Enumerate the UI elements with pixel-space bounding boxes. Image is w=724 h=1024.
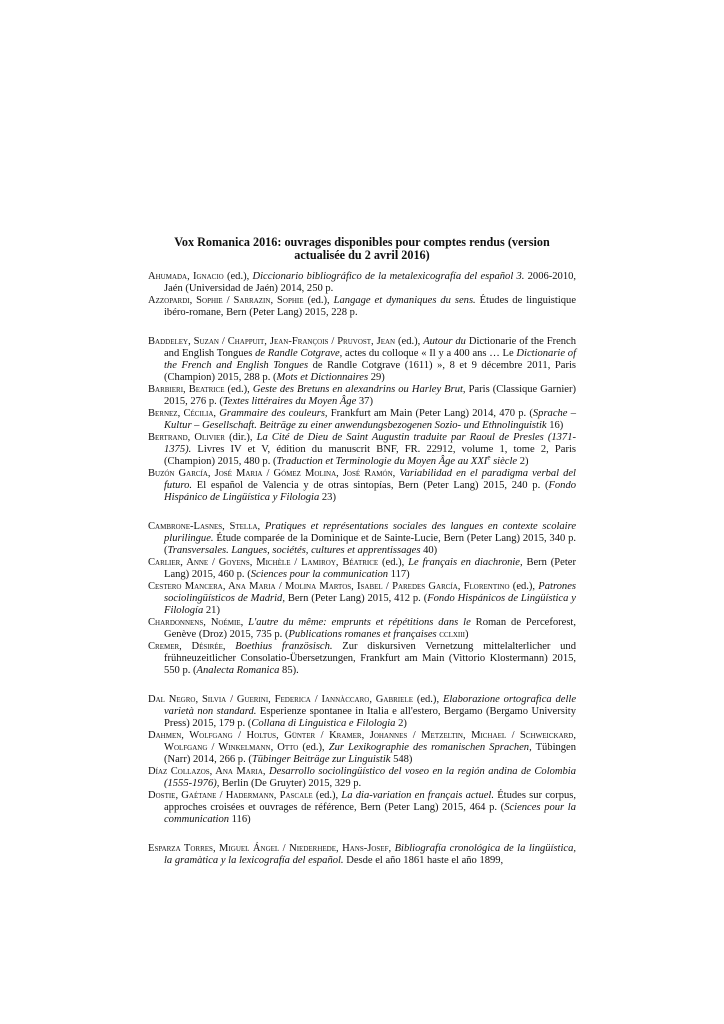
entry-text: ,	[213, 408, 220, 419]
entry-text: e	[487, 453, 491, 462]
entry-text: Berlin (De Gruyter) 2015, 329 p.	[219, 778, 362, 789]
page-title: Vox Romanica 2016: ouvrages disponibles pour comptes rendus (version actualisée du 2 avril 2016)	[174, 235, 550, 262]
bibliography-list	[148, 271, 576, 867]
entry-text: (dir.),	[224, 432, 257, 443]
entry-author: Baddeley, Suzan / Chappuit, Jean-François / Pruvost, Jean	[148, 336, 396, 347]
entry-text: ,	[392, 468, 400, 479]
entry-group	[148, 694, 576, 826]
entry-author: Esparza Torres, Miguel Ángel / Niederhede, Hans-Josef	[148, 843, 389, 854]
entry-text: 37)	[356, 396, 373, 407]
entry-text: de Randle Cotgrave,	[255, 348, 343, 359]
entry-text: 16)	[546, 420, 564, 431]
entry-text: Analecta Romanica	[196, 665, 280, 676]
bibliography-entry	[148, 790, 576, 826]
entry-text: Elaborazione ortografica delle varietà non standard.	[164, 694, 577, 717]
bibliography-entry	[148, 766, 576, 790]
entry-text: Bibliografía cronológica de la lingüística, la gramàtica y la lexicografía del español.	[164, 843, 577, 866]
bibliography-entry	[148, 730, 576, 766]
bibliography-entry	[148, 581, 576, 617]
entry-author: Cambrone-Lasnes, Stella	[148, 521, 258, 532]
entry-text: Esperienze spontanee in Italia e all'estero, Bergamo (Bergamo University Press) 2015, 179 p. (	[164, 706, 576, 729]
entry-group	[148, 336, 576, 504]
entry-author: cclxiii	[439, 629, 465, 640]
entry-group	[148, 843, 576, 867]
entry-text: 21)	[203, 605, 220, 616]
entry-author: Barbieri, Beatrice	[148, 384, 225, 395]
entry-text: Fondo Hispánico de Lingüística y Filologia	[164, 480, 576, 503]
entry-text: Livres IV et V, édition du manuscrit BNF, FR. 22912, volume 1, tome 2, Paris (Champion) 2015, 480 p. (	[164, 444, 576, 467]
entry-text: (ed.),	[224, 384, 253, 395]
entry-text: Geste des Bretuns en alexandrins ou Harley Brut,	[252, 384, 466, 395]
entry-text: Paris (Classique Garnier) 2015, 276 p. (	[164, 384, 576, 407]
entry-text: 40)	[420, 545, 438, 556]
entry-text: L'autre du même: emprunts et répétitions dans le	[248, 617, 471, 628]
entry-text: actes du colloque « Il y a 400 ans … Le	[342, 348, 517, 359]
bibliography-entry	[148, 641, 576, 677]
entry-text: 117)	[388, 569, 410, 580]
entry-text: 85).	[279, 665, 299, 676]
entry-text: ,	[262, 766, 269, 777]
entry-text: Mots et Dictionnaires	[276, 372, 369, 383]
bibliography-entry	[148, 384, 576, 408]
entry-text: Patrones sociolingüísticos de Madrid,	[164, 581, 576, 604]
bibliography-entry	[148, 468, 576, 504]
entry-text: ,	[257, 521, 265, 532]
entry-author: Carlier, Anne / Goyens, Michèle / Lamiroy, Béatrice	[148, 557, 379, 568]
entry-text: 2006-2010, Jaén (Universidad de Jaén) 2014, 250 p.	[164, 271, 576, 294]
entry-group	[148, 271, 576, 319]
bibliography-entry	[148, 557, 576, 581]
entry-text: 2)	[395, 718, 407, 729]
entry-author: Buzón García, José Maria / Gómez Molina, José Ramón	[148, 468, 393, 479]
entry-text: (ed.),	[312, 790, 342, 801]
bibliography-entry	[148, 843, 576, 867]
entry-text: Zur Lexikographie des romanischen Sprachen,	[328, 742, 532, 753]
entry-author: Díaz Collazos, Ana Maria	[148, 766, 263, 777]
bibliography-entry	[148, 336, 576, 384]
entry-text: Boethius französisch.	[235, 641, 333, 652]
entry-author: Bertrand, Olivier	[148, 432, 225, 443]
entry-author: Azzopardi, Sophie / Sarrazin, Sophie	[148, 295, 304, 306]
entry-text: (ed.),	[223, 271, 253, 282]
entry-author: Cremer, Désirée	[148, 641, 223, 652]
bibliography-entry	[148, 271, 576, 295]
entry-group	[148, 521, 576, 677]
entry-text: Transversales. Langues, sociétés, cultures et apprentissages	[167, 545, 421, 556]
bibliography-entry	[148, 295, 576, 319]
entry-text: Variabilidad en el paradigma verbal del futuro.	[164, 468, 576, 491]
entry-text: 548)	[390, 754, 413, 765]
entry-text: Traduction et Terminologie du Moyen Âge au XXI	[276, 456, 488, 467]
entry-text: Collana di Linguistica e Filologia	[251, 718, 396, 729]
entry-text: ,	[240, 617, 249, 628]
entry-author: Cestero Mancera, Ana Maria / Molina Martos, Isabel / Paredes García, Florentino	[148, 581, 510, 592]
entry-text: Desde el año 1861 haste el año 1899,	[343, 855, 504, 866]
entry-text: (ed.),	[298, 742, 329, 753]
entry-text: El español de Valencia y de otras sintopías, Bern (Peter Lang) 2015, 240 p. (	[192, 480, 549, 491]
entry-author: Ahumada, Ignacio	[148, 271, 224, 282]
entry-text: )	[464, 629, 469, 640]
entry-text: 29)	[368, 372, 385, 383]
entry-text: Tübingen (Narr) 2014, 266 p. (	[164, 742, 576, 765]
entry-text: Fondo Hispánicos de Lingüística y Filología	[164, 593, 576, 616]
entry-text: Autour du	[423, 336, 466, 347]
entry-text: Études de linguistique ibéro-romane, Bern (Peter Lang) 2015, 228 p.	[164, 295, 577, 318]
entry-text: Zur diskursiven Vernetzung mittelalterlicher und frühneuzeitlicher Consolatio-Übersetzungen, Frankfurt am Main (Vittorio Klostermann) 2015, 550 p. (	[164, 641, 576, 676]
entry-text: Sprache – Kultur – Gesellschaft. Beiträge zu einer anwendungsbezogenen Sozio- und Ethnolinguistik	[164, 408, 576, 431]
bibliography-entry	[148, 521, 576, 557]
entry-text: (ed.),	[395, 336, 424, 347]
entry-author: Dostie, Gaétane / Hadermann, Pascale	[148, 790, 313, 801]
bibliography-entry	[148, 694, 576, 730]
entry-text: (ed.),	[378, 557, 409, 568]
entry-author: Chardonnens, Noémie	[148, 617, 241, 628]
entry-text: Dictionarie of the French and English Tongues	[164, 348, 576, 371]
entry-text: Sciences pour la communication	[164, 802, 576, 825]
entry-text: Publications romanes et françaises	[288, 629, 437, 640]
entry-text: Bern (Peter Lang) 2015, 460 p. (	[164, 557, 576, 580]
entry-text: La dia-variation en français actuel.	[341, 790, 494, 801]
entry-text: Frankfurt am Main (Peter Lang) 2014, 470 p. (	[327, 408, 533, 419]
entry-text: 2)	[517, 456, 529, 467]
entry-text: (ed.),	[303, 295, 334, 306]
entry-text: Études sur corpus, approches croisées et ouvrages de référence, Bern (Peter Lang) 2015, 464 p. (	[164, 790, 576, 813]
entry-text: (ed.),	[509, 581, 539, 592]
entry-text: Le français en diachronie,	[408, 557, 523, 568]
entry-text: Langage et dymaniques du sens.	[333, 295, 476, 306]
entry-text: Pratiques et représentations sociales des langues en contexte scolaire plurilingue.	[164, 521, 576, 544]
bibliography-entry	[148, 617, 576, 641]
entry-text: Diccionario bibliográfico de la metalexicografía del español 3.	[252, 271, 525, 282]
entry-text: de Randle Cotgrave (1611) », 8 et 9 décembre 2011, Paris (Champion) 2015, 288 p. (	[164, 360, 576, 383]
entry-text: 116)	[229, 814, 251, 825]
entry-author: Dahmen, Wolfgang / Holtus, Günter / Kramer, Johannes / Metzeltin, Michael / Schweickard, Wolfgang / Winkelmann, Otto	[148, 730, 576, 753]
entry-text: Textes littéraires du Moyen Âge	[222, 396, 357, 407]
entry-text: 23)	[319, 492, 336, 503]
entry-text: Grammaire des couleurs,	[219, 408, 328, 419]
entry-text: Roman de Perceforest, Genève (Droz) 2015, 735 p. (	[164, 617, 576, 640]
entry-text: ,	[388, 843, 395, 854]
entry-text: ,	[222, 641, 236, 652]
entry-text: Bern (Peter Lang) 2015, 412 p. (	[284, 593, 428, 604]
entry-text: Tübinger Beiträge zur Linguistik	[251, 754, 391, 765]
bibliography-entry	[148, 432, 576, 468]
entry-text: (ed.),	[412, 694, 443, 705]
entry-author: Bernez, Cécilia	[148, 408, 214, 419]
bibliography-entry	[148, 408, 576, 432]
entry-text: Sciences pour la communication	[250, 569, 389, 580]
entry-text: La Cité de Dieu de Saint Augustin traduite par Raoul de Presles (1371-1375).	[164, 432, 576, 455]
entry-author: Dal Negro, Silvia / Guerini, Federica / Iannàccaro, Gabriele	[148, 694, 413, 705]
entry-text: siècle	[490, 456, 518, 467]
entry-text: Dictionarie of the French and English Tongues	[164, 336, 577, 359]
entry-text: Desarrollo sociolingüístico del voseo en la región andina de Colombia (1555-1976),	[164, 766, 576, 789]
entry-text: Étude comparée de la Dominique et de Sainte-Lucie, Bern (Peter Lang) 2015, 340 p. (	[164, 533, 576, 556]
document-page	[148, 236, 576, 884]
